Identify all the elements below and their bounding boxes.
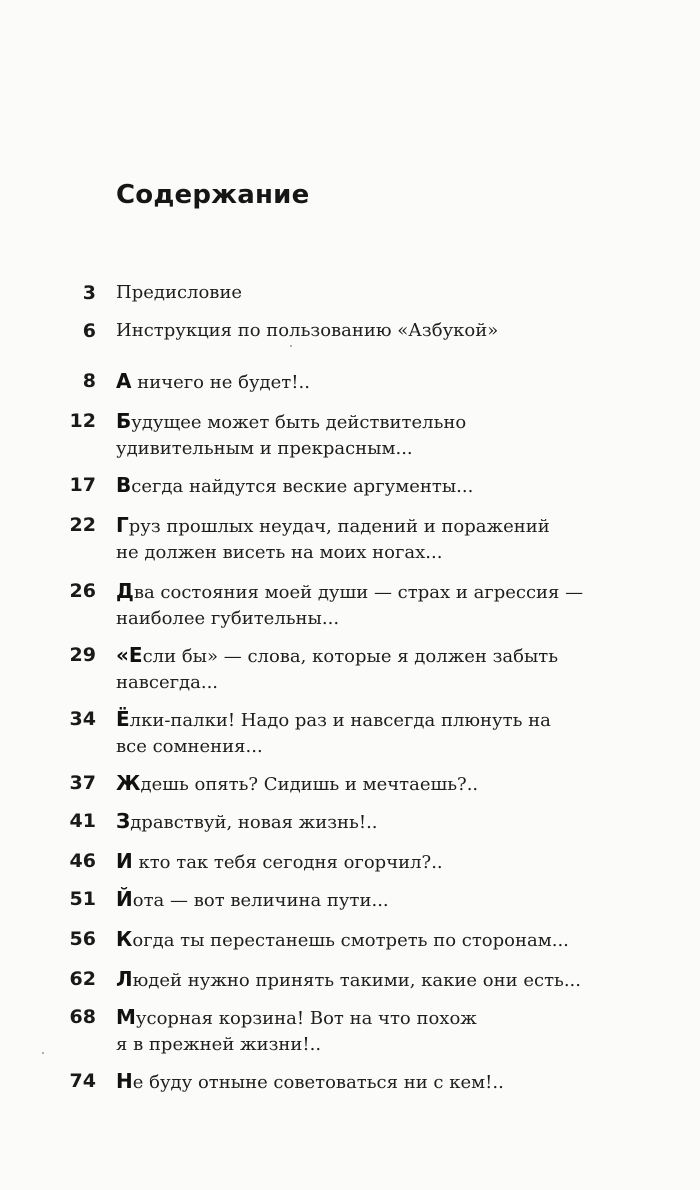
entry-title-line (116, 280, 616, 306)
entry-text: ота — вот величина пути... (132, 890, 389, 911)
entry-text: наиболее губительны... (116, 608, 340, 629)
entry-title (116, 808, 616, 836)
page-number: 22 (69, 514, 96, 536)
entry-title (116, 848, 616, 876)
entry-title (116, 1004, 616, 1058)
entry-title-line (116, 1032, 616, 1058)
entry-title (116, 706, 616, 760)
entry-title-line (116, 966, 616, 994)
entry-title (116, 318, 616, 344)
entry-title-line (116, 886, 616, 914)
page-number: 37 (69, 772, 96, 794)
entry-title-line (116, 408, 616, 436)
page-number: 12 (69, 410, 96, 432)
drop-initial: В (116, 473, 132, 497)
entry-title-line (116, 642, 616, 670)
drop-initial: Л (116, 967, 133, 991)
entry-text: Предисловие (116, 282, 243, 303)
entry-title-line (116, 606, 616, 632)
entry-title-line (116, 368, 616, 396)
entry-text: сли бы» — слова, которые я должен забыть (142, 646, 559, 667)
page-title: Содержание (116, 180, 310, 210)
entry-text: юдей нужно принять такими, какие они есть... (132, 970, 581, 991)
entry-title-line (116, 472, 616, 500)
entry-text: дешь опять? Сидишь и мечтаешь?.. (140, 774, 479, 795)
entry-text: сегда найдутся веские аргументы... (131, 476, 474, 497)
entry-text: лки-палки! Надо раз и навсегда плюнуть на (129, 710, 551, 731)
page-number: 51 (69, 888, 96, 910)
drop-initial: «Е (116, 643, 143, 667)
entry-title-line (116, 540, 616, 566)
print-speck (42, 1052, 44, 1054)
page-number: 41 (69, 810, 96, 832)
page-number: 29 (69, 644, 96, 666)
page-number: 3 (82, 282, 96, 304)
entry-title-line (116, 670, 616, 696)
entry-title-line (116, 578, 616, 606)
page-number: 56 (69, 928, 96, 950)
entry-text: навсегда... (116, 672, 219, 693)
entry-text: удущее может быть действительно (131, 412, 467, 433)
drop-initial: З (116, 809, 131, 833)
entry-text: не должен висеть на моих ногах... (116, 542, 443, 563)
entry-title (116, 368, 616, 396)
page-number: 62 (69, 968, 96, 990)
entry-title-line (116, 848, 616, 876)
entry-title (116, 472, 616, 500)
drop-initial: Н (116, 1069, 133, 1093)
drop-initial: Б (116, 409, 132, 433)
page-number: 17 (69, 474, 96, 496)
drop-initial: А (116, 369, 132, 393)
entry-title-line (116, 436, 616, 462)
page-number: 74 (69, 1070, 96, 1092)
page-number: 46 (69, 850, 96, 872)
entry-title-line (116, 512, 616, 540)
drop-initial: Ж (116, 771, 141, 795)
drop-initial: М (116, 1005, 136, 1029)
entry-text: я в прежней жизни!.. (116, 1034, 322, 1055)
entry-title (116, 886, 616, 914)
drop-initial: Д (116, 579, 134, 603)
entry-title-line (116, 770, 616, 798)
page-number: 68 (69, 1006, 96, 1028)
page-number: 26 (69, 580, 96, 602)
entry-text: усорная корзина! Вот на что похож (135, 1008, 477, 1029)
entry-text: дравствуй, новая жизнь!.. (130, 812, 378, 833)
entry-title (116, 408, 616, 462)
drop-initial: Й (116, 887, 133, 911)
entry-title (116, 966, 616, 994)
entry-text: ничего не будет!.. (131, 372, 310, 393)
page-number: 34 (69, 708, 96, 730)
entry-text: огда ты перестанешь смотреть по сторонам... (132, 930, 569, 951)
entry-title (116, 578, 616, 632)
entry-title-line (116, 706, 616, 734)
drop-initial: Ё (116, 707, 130, 731)
entry-title-line (116, 1068, 616, 1096)
entry-title (116, 280, 616, 306)
entry-text: все сомнения... (116, 736, 263, 757)
entry-text: Инструкция по пользованию «Азбукой» (116, 320, 499, 341)
entry-title (116, 926, 616, 954)
entry-title-line (116, 1004, 616, 1032)
entry-title (116, 512, 616, 566)
entry-title-line (116, 808, 616, 836)
entry-title-line (116, 734, 616, 760)
entry-text: удивительным и прекрасным... (116, 438, 413, 459)
entry-title-line (116, 926, 616, 954)
entry-title-line (116, 318, 616, 344)
print-speck (290, 345, 292, 347)
entry-title (116, 642, 616, 696)
entry-title (116, 1068, 616, 1096)
entry-title (116, 770, 616, 798)
entry-text: кто так тебя сегодня огорчил?.. (132, 852, 443, 873)
entry-text: ва состояния моей души — страх и агрессия — (133, 582, 584, 603)
drop-initial: Г (116, 513, 129, 537)
page-number: 8 (82, 370, 96, 392)
page-number: 6 (82, 320, 96, 342)
drop-initial: К (116, 927, 133, 951)
drop-initial: И (116, 849, 133, 873)
entry-text: е буду отныне советоваться ни с кем!.. (132, 1072, 504, 1093)
entry-text: руз прошлых неудач, падений и поражений (128, 516, 550, 537)
